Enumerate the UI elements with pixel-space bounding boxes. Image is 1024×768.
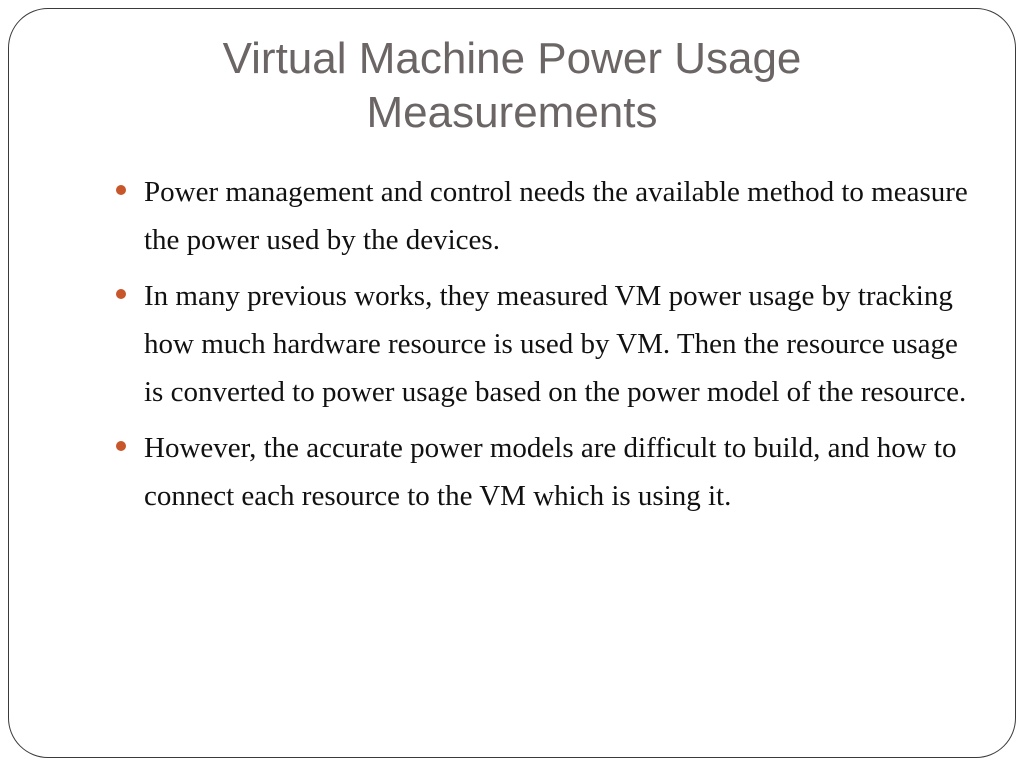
bullet-list: [114, 168, 970, 528]
bullet-icon: [116, 185, 126, 195]
bullet-item: [114, 272, 970, 416]
bullet-item: [114, 424, 970, 520]
bullet-text: Power management and control needs the available method to measure the power used by the devices.: [144, 176, 968, 256]
bullet-text: However, the accurate power models are difficult to build, and how to connect each resource to the VM which is using it.: [144, 432, 957, 512]
bullet-icon: [116, 289, 126, 299]
slide-title: Virtual Machine Power Usage Measurements: [222, 34, 802, 137]
bullet-text: In many previous works, they measured VM power usage by tracking how much hardware resource is used by VM. Then the resource usage is converted to power usage based on the power model of the resource.: [144, 280, 967, 408]
bullet-item: [114, 168, 970, 264]
bullet-icon: [116, 441, 126, 451]
